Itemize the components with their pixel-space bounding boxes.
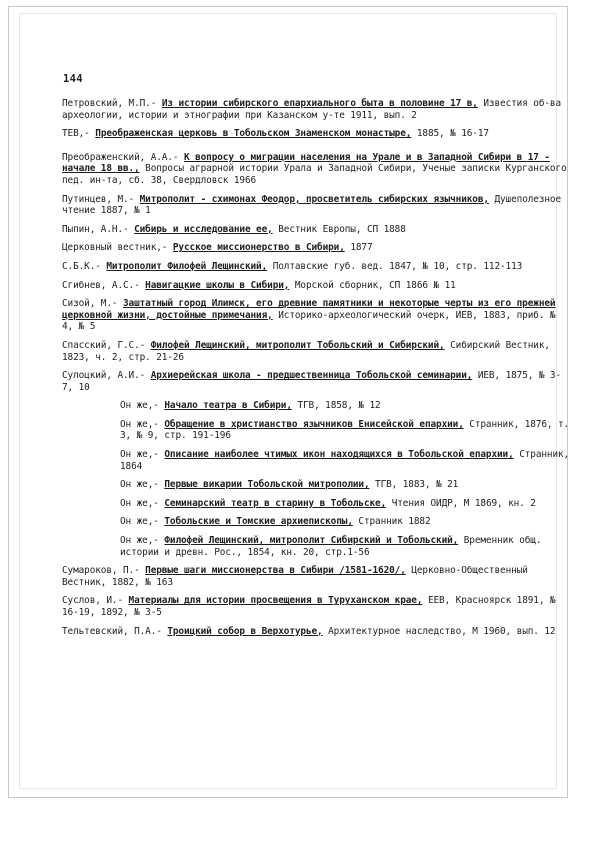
entry-source: Вопросы аграрной истории Урала и Западной Сибири, Ученые записки Курганского пед. ин-та, сб. 38, Свердловск 1966 [62, 163, 567, 186]
bibliography-entry [120, 449, 572, 472]
entry-title: Русское миссионерство в Сибири, [172, 242, 345, 254]
bibliography-entry [120, 400, 572, 412]
entry-author: Пыпин, А.Н.- [62, 223, 129, 235]
bibliography-entry [62, 98, 572, 121]
entry-title: Заштатный город Илимск, его древние памятники и некоторые черты из его прежней церковной жизни, достойные примечания, [62, 298, 556, 321]
entry-source: Полтавские губ. вед. 1847, № 10, стр. 112-113 [272, 260, 523, 272]
entry-title: К вопросу о миграции населения на Урале и в Западной Сибири в 17 - начале 18 вв., [62, 151, 550, 175]
entry-title: Материалы для истории просвещения в Туруханском крае, [128, 595, 423, 607]
bibliography-entry [62, 595, 572, 618]
entry-author: Путинцев, М.- [62, 193, 135, 205]
entry-source: Церковно-Общественный Вестник, 1882, № 163 [62, 565, 528, 588]
entry-title: Обращение в христианство язычников Енисейской епархии, [164, 418, 464, 430]
entry-title: Преображенская церковь в Тобольском Знаменском монастыре, [95, 128, 412, 140]
bibliography-entry [62, 194, 572, 217]
entry-title: Филофей Лещинский, митрополит Сибирский и Тобольский, [164, 535, 459, 547]
entry-author: Тельтевский, П.А.- [62, 625, 162, 637]
entry-title: Архиерейская школа - предшественница Тобольской семинарии, [150, 370, 473, 382]
entry-author: Он же,- [120, 400, 159, 412]
bibliography-entry [120, 516, 572, 528]
entry-source: ТГВ, 1858, № 12 [297, 400, 381, 412]
entry-title: Первые викарии Тобольской митрополии, [164, 479, 370, 491]
bibliography-entry [62, 298, 572, 333]
entry-author: Сулоцкий, А.И.- [62, 370, 146, 382]
entry-title: Семинарский театр в старину в Тобольске, [164, 497, 387, 509]
entry-author: Преображенский, А.А.- [62, 151, 179, 163]
entry-source: Душеполезное чтение 1887, № 1 [62, 193, 561, 217]
entry-title: Филофей Лещинский, митрополит Тобольский и Сибирский, [150, 339, 445, 351]
entry-author: Сгибнев, А.С.- [62, 279, 140, 291]
entry-source: Чтения ОИДР, М 1869, кн. 2 [391, 497, 536, 509]
entry-source: ЕЕВ, Красноярск 1891, № 16-19, 1892, № 3-5 [62, 595, 556, 618]
entry-author: С.Б.К.- [62, 260, 101, 272]
entry-source: Странник, 1876, т. 3, № 9, стр. 191-196 [120, 418, 570, 442]
bibliography-entry [62, 626, 572, 638]
entry-author: Он же,- [120, 516, 159, 528]
bibliography-entry [62, 152, 572, 187]
entry-author: Он же,- [120, 449, 159, 461]
entry-author: Он же,- [120, 497, 159, 509]
entry-source: Вестник Европы, СП 1888 [278, 223, 406, 235]
bibliography-entry [62, 340, 572, 363]
entry-title: Тобольские и Томские архиепископы, [164, 516, 353, 528]
entry-author: Спасский, Г.С.- [62, 339, 146, 351]
entry-source: Странник 1882 [358, 516, 431, 528]
entry-source: Историко-археологический очерк, ИЕВ, 1883, приб. № 4, № 5 [62, 309, 556, 333]
entry-source: Временник общ. истории и древн. Рос., 1854, кн. 20, стр.1-56 [120, 535, 542, 558]
entry-source: Странник, 1864 [120, 449, 570, 472]
bibliography-entry [120, 419, 572, 442]
entry-author: Он же,- [120, 418, 159, 430]
entry-title: Первые шаги миссионерства в Сибири /1581-1620/, [145, 565, 406, 577]
bibliography-entry [62, 242, 572, 254]
entry-source: ТГВ, 1883, № 21 [375, 479, 459, 491]
entry-title: Сибирь и исследование ее, [134, 223, 273, 235]
bibliography-entry [62, 280, 572, 292]
entry-source: Морской сборник, СП 1866 № 11 [294, 279, 456, 291]
bibliography-entry [62, 128, 572, 140]
entry-title: Митрополит Филофей Лещинский, [106, 260, 268, 272]
entry-source: ИЕВ, 1875, № 3-7, 10 [62, 370, 562, 393]
entry-author: Сизой, М.- [62, 298, 118, 310]
bibliography-entry [62, 224, 572, 236]
entry-author: ТЕВ,- [62, 128, 90, 140]
entry-author: Петровский, М.П.- [62, 98, 157, 109]
page-number: 144 [63, 73, 83, 85]
bibliography-entry [120, 535, 572, 558]
entry-source: 1877 [350, 242, 373, 254]
entry-source: 1885, № 16-17 [416, 128, 489, 140]
entry-title: Начало театра в Сибири, [164, 400, 292, 412]
bibliography-list [62, 98, 572, 644]
entry-author: Он же,- [120, 479, 159, 491]
bibliography-entry [62, 370, 572, 393]
entry-title: Навигацкие школы в Сибири, [145, 279, 290, 291]
entry-author: Церковный вестник,- [62, 242, 168, 254]
bibliography-entry [62, 565, 572, 588]
entry-source: Сибирский Вестник, 1823, ч. 2, стр. 21-26 [62, 339, 550, 363]
entry-title: Из истории сибирского епархиального быта в половине 17 в, [161, 98, 478, 109]
entry-title: Троицкий собор в Верхотурье, [167, 625, 323, 637]
bibliography-entry [62, 261, 572, 273]
bibliography-entry [120, 479, 572, 491]
entry-author: Сумароков, П.- [62, 565, 140, 577]
bibliography-entry [120, 498, 572, 510]
entry-source: Известия об-ва археологии, истории и этнографии при Казанском у-те 1911, вып. 2 [62, 98, 562, 121]
entry-author: Он же,- [120, 535, 159, 547]
entry-author: Суслов, И.- [62, 595, 123, 607]
entry-title: Описание наиболее чтимых икон находящихся в Тобольской епархии, [164, 449, 514, 461]
entry-source: Архитектурное наследство, М 1960, вып. 12 [328, 625, 556, 637]
entry-title: Митрополит - схимонах Феодор, просветитель сибирских язычников, [139, 193, 489, 205]
